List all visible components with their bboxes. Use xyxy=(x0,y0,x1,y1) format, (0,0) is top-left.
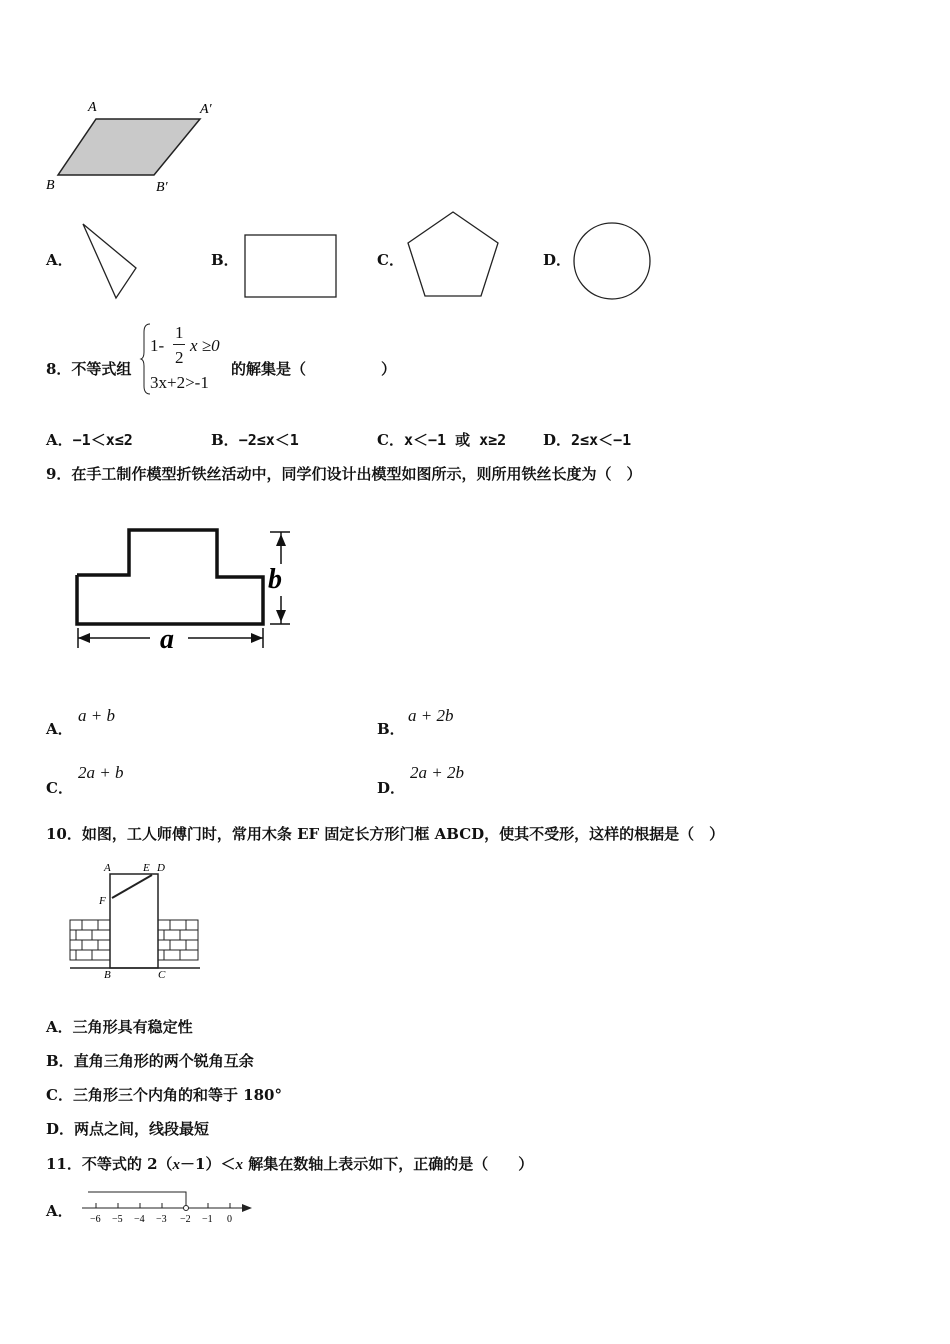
q9-option-b-text: a + 2b xyxy=(408,706,454,725)
label-B: B xyxy=(104,969,111,981)
q9-option-c-text: 2a + b xyxy=(78,763,124,782)
parallelogram-shape xyxy=(58,119,200,175)
open-circle xyxy=(184,1206,189,1211)
label-A-prime: A′ xyxy=(200,102,212,117)
solution-bracket xyxy=(88,1192,186,1205)
q8-ineq2: 3x+2>-1 xyxy=(150,373,209,392)
q10-option-a: A．三角形具有稳定性 xyxy=(46,1018,193,1036)
q7-option-c-letter: C． xyxy=(377,251,404,269)
q9-option-d-letter: D． xyxy=(377,779,406,797)
q8-ineq1-a: 1- xyxy=(150,336,165,355)
number-line-ticks xyxy=(96,1203,230,1208)
tick-label: −4 xyxy=(134,1214,145,1225)
circle-shape xyxy=(572,222,652,302)
q8-ineq1-b: x ≥0 xyxy=(190,336,220,355)
label-F: F xyxy=(99,895,106,907)
q9-question: 9．在手工制作模型折铁丝活动中，同学们设计出模型如图所示，则所用铁丝长度为（ ） xyxy=(46,465,642,483)
q9-option-c-letter: C． xyxy=(46,779,73,797)
q8-suffix: 的解集是（ ） xyxy=(231,360,397,378)
pentagon-shape xyxy=(405,210,501,300)
tick-label: −5 xyxy=(112,1214,123,1225)
label-A: A xyxy=(104,862,111,874)
q10-option-d: D．两点之间，线段最短 xyxy=(46,1120,210,1138)
q8-option-d: D．2≤x＜−1 xyxy=(543,431,632,449)
q10-question: 10．如图，工人师傅门时，常用木条 EF 固定长方形门框 ABCD，使其不受形，这样的根据是（ ） xyxy=(46,825,725,843)
parallelogram-figure xyxy=(40,95,230,195)
q10-option-b: B．直角三角形的两个锐角互余 xyxy=(46,1052,254,1070)
tick-label: −2 xyxy=(180,1214,191,1225)
label-B: B xyxy=(46,178,55,193)
tick-label: −3 xyxy=(156,1214,167,1225)
q7-option-a-letter: A． xyxy=(46,251,73,269)
q8-fraction-bar xyxy=(173,344,185,345)
brace-EF xyxy=(112,875,152,898)
q8-option-b: B．−2≤x＜1 xyxy=(211,431,299,449)
q7-option-d-letter: D． xyxy=(543,251,572,269)
q8-prefix: 8．不等式组 xyxy=(46,360,132,378)
label-D: D xyxy=(157,862,165,874)
q9-option-b-letter: B． xyxy=(377,720,405,738)
q8-ineq1-num: 1 xyxy=(175,323,184,342)
q9-option-a-text: a + b xyxy=(78,706,115,725)
q9-option-d-text: 2a + 2b xyxy=(410,763,464,782)
label-A: A xyxy=(88,100,97,115)
wire-model-figure xyxy=(70,520,310,660)
label-E: E xyxy=(143,862,150,874)
q11-option-a-letter: A． xyxy=(46,1202,73,1220)
tick-label: −1 xyxy=(202,1214,213,1225)
q10-option-c: C．三角形三个内角的和等于 180° xyxy=(46,1086,282,1104)
label-a: a xyxy=(160,624,174,655)
q8-option-c: C．x＜−1 或 x≥2 xyxy=(377,431,507,449)
door-frame-figure xyxy=(66,858,206,980)
triangle-shape xyxy=(80,220,140,302)
rectangle-shape xyxy=(244,234,338,300)
label-C: C xyxy=(158,969,166,981)
q9-option-a-letter: A． xyxy=(46,720,73,738)
wire-model-outline xyxy=(77,530,263,624)
q8-ineq1-den: 2 xyxy=(175,348,184,367)
tick-label: −6 xyxy=(90,1214,101,1225)
q8-option-a: A．−1＜x≤2 xyxy=(46,431,133,449)
number-line-figure xyxy=(80,1186,260,1226)
q7-option-b-letter: B． xyxy=(211,251,239,269)
label-b: b xyxy=(268,564,282,595)
q11-question: 11．不等式的 2（x－1）＜x 解集在数轴上表示如下，正确的是（ ） xyxy=(46,1155,534,1173)
tick-label: 0 xyxy=(227,1214,232,1225)
label-B-prime: B′ xyxy=(156,180,168,195)
